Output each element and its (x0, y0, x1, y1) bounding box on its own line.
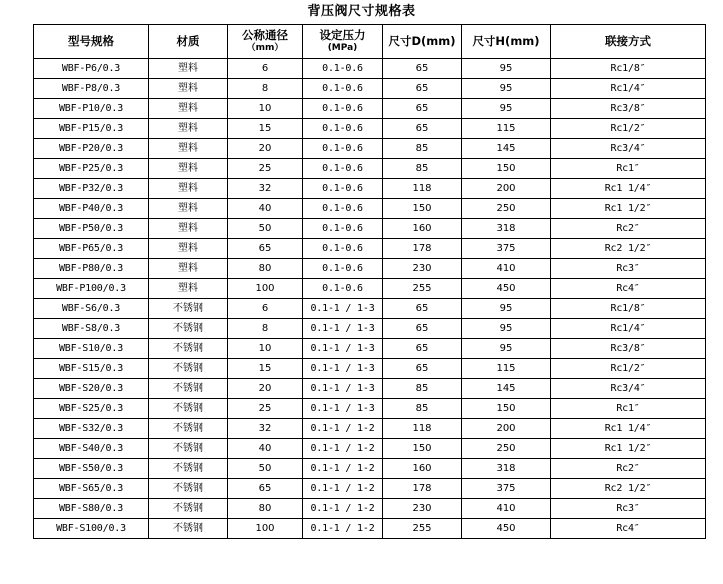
cell-dimension-d: 65 (383, 359, 462, 379)
cell-set-pressure: 0.1-1 / 1-3 (303, 339, 383, 359)
cell-dimension-h: 95 (462, 339, 551, 359)
cell-model: WBF-S32/0.3 (34, 419, 149, 439)
cell-model: WBF-P80/0.3 (34, 259, 149, 279)
cell-dimension-d: 65 (383, 59, 462, 79)
cell-connection: Rc2″ (551, 219, 706, 239)
cell-dimension-h: 410 (462, 259, 551, 279)
cell-material: 塑料 (149, 79, 228, 99)
cell-connection: Rc1 1/2″ (551, 199, 706, 219)
cell-set-pressure: 0.1-0.6 (303, 159, 383, 179)
cell-nominal-diameter: 65 (228, 479, 303, 499)
cell-dimension-d: 160 (383, 219, 462, 239)
cell-material: 不锈钢 (149, 519, 228, 539)
cell-material: 不锈钢 (149, 419, 228, 439)
cell-nominal-diameter: 50 (228, 459, 303, 479)
cell-material: 塑料 (149, 119, 228, 139)
table-row (34, 199, 706, 219)
cell-set-pressure: 0.1-1 / 1-3 (303, 379, 383, 399)
cell-model: WBF-P6/0.3 (34, 59, 149, 79)
cell-material: 不锈钢 (149, 499, 228, 519)
cell-set-pressure: 0.1-0.6 (303, 179, 383, 199)
header-set-pressure-line2: (MPa) (327, 42, 358, 53)
cell-connection: Rc2 1/2″ (551, 479, 706, 499)
table-row (34, 239, 706, 259)
cell-dimension-h: 95 (462, 99, 551, 119)
cell-dimension-h: 375 (462, 239, 551, 259)
table-body (34, 59, 706, 539)
cell-set-pressure: 0.1-1 / 1-3 (303, 319, 383, 339)
cell-nominal-diameter: 25 (228, 159, 303, 179)
cell-material: 塑料 (149, 239, 228, 259)
cell-nominal-diameter: 100 (228, 279, 303, 299)
table-row (34, 359, 706, 379)
cell-dimension-h: 145 (462, 379, 551, 399)
cell-dimension-d: 255 (383, 279, 462, 299)
cell-dimension-h: 318 (462, 219, 551, 239)
cell-connection: Rc4″ (551, 279, 706, 299)
cell-connection: Rc1/4″ (551, 79, 706, 99)
cell-set-pressure: 0.1-1 / 1-2 (303, 499, 383, 519)
cell-set-pressure: 0.1-0.6 (303, 139, 383, 159)
table-row (34, 499, 706, 519)
cell-nominal-diameter: 80 (228, 499, 303, 519)
cell-dimension-h: 250 (462, 439, 551, 459)
cell-material: 塑料 (149, 199, 228, 219)
cell-nominal-diameter: 32 (228, 179, 303, 199)
cell-dimension-h: 318 (462, 459, 551, 479)
table-row (34, 99, 706, 119)
cell-dimension-d: 118 (383, 179, 462, 199)
table-row (34, 519, 706, 539)
cell-material: 塑料 (149, 139, 228, 159)
cell-connection: Rc1 1/4″ (551, 179, 706, 199)
cell-dimension-h: 115 (462, 359, 551, 379)
cell-nominal-diameter: 6 (228, 299, 303, 319)
cell-nominal-diameter: 15 (228, 359, 303, 379)
cell-connection: Rc1/2″ (551, 119, 706, 139)
cell-dimension-d: 255 (383, 519, 462, 539)
cell-model: WBF-S25/0.3 (34, 399, 149, 419)
table-row (34, 459, 706, 479)
table-row (34, 59, 706, 79)
cell-dimension-h: 250 (462, 199, 551, 219)
cell-dimension-d: 85 (383, 159, 462, 179)
cell-connection: Rc3″ (551, 499, 706, 519)
cell-model: WBF-S15/0.3 (34, 359, 149, 379)
cell-set-pressure: 0.1-1 / 1-3 (303, 399, 383, 419)
page-title: 背压阀尺寸规格表 (307, 4, 416, 19)
cell-nominal-diameter: 10 (228, 339, 303, 359)
cell-nominal-diameter: 8 (228, 79, 303, 99)
table-row (34, 119, 706, 139)
cell-set-pressure: 0.1-1 / 1-3 (303, 299, 383, 319)
cell-set-pressure: 0.1-1 / 1-2 (303, 419, 383, 439)
cell-dimension-d: 65 (383, 119, 462, 139)
cell-set-pressure: 0.1-1 / 1-3 (303, 359, 383, 379)
table-row (34, 299, 706, 319)
cell-model: WBF-P25/0.3 (34, 159, 149, 179)
cell-connection: Rc1/8″ (551, 59, 706, 79)
cell-model: WBF-S10/0.3 (34, 339, 149, 359)
cell-model: WBF-P20/0.3 (34, 139, 149, 159)
cell-set-pressure: 0.1-0.6 (303, 279, 383, 299)
cell-set-pressure: 0.1-1 / 1-2 (303, 439, 383, 459)
cell-set-pressure: 0.1-0.6 (303, 219, 383, 239)
cell-material: 不锈钢 (149, 339, 228, 359)
cell-dimension-d: 65 (383, 99, 462, 119)
cell-connection: Rc3/8″ (551, 339, 706, 359)
cell-nominal-diameter: 20 (228, 139, 303, 159)
cell-nominal-diameter: 100 (228, 519, 303, 539)
cell-dimension-d: 65 (383, 319, 462, 339)
cell-connection: Rc1/8″ (551, 299, 706, 319)
cell-set-pressure: 0.1-0.6 (303, 199, 383, 219)
cell-set-pressure: 0.1-1 / 1-2 (303, 479, 383, 499)
cell-model: WBF-P10/0.3 (34, 99, 149, 119)
table-row (34, 319, 706, 339)
spec-table (33, 24, 706, 539)
cell-dimension-h: 200 (462, 419, 551, 439)
cell-nominal-diameter: 6 (228, 59, 303, 79)
cell-model: WBF-S40/0.3 (34, 439, 149, 459)
cell-model: WBF-P32/0.3 (34, 179, 149, 199)
cell-set-pressure: 0.1-0.6 (303, 59, 383, 79)
table-row (34, 159, 706, 179)
cell-model: WBF-S8/0.3 (34, 319, 149, 339)
cell-set-pressure: 0.1-1 / 1-2 (303, 519, 383, 539)
cell-dimension-d: 65 (383, 339, 462, 359)
cell-connection: Rc2″ (551, 459, 706, 479)
cell-set-pressure: 0.1-0.6 (303, 119, 383, 139)
table-row (34, 219, 706, 239)
cell-dimension-h: 145 (462, 139, 551, 159)
cell-model: WBF-S50/0.3 (34, 459, 149, 479)
cell-dimension-d: 230 (383, 499, 462, 519)
cell-dimension-d: 85 (383, 379, 462, 399)
cell-connection: Rc3″ (551, 259, 706, 279)
cell-dimension-d: 230 (383, 259, 462, 279)
table-row (34, 379, 706, 399)
cell-material: 不锈钢 (149, 359, 228, 379)
cell-dimension-h: 95 (462, 59, 551, 79)
cell-dimension-h: 450 (462, 279, 551, 299)
cell-dimension-h: 115 (462, 119, 551, 139)
cell-material: 不锈钢 (149, 299, 228, 319)
cell-set-pressure: 0.1-0.6 (303, 99, 383, 119)
cell-dimension-h: 375 (462, 479, 551, 499)
table-row (34, 479, 706, 499)
cell-nominal-diameter: 8 (228, 319, 303, 339)
cell-set-pressure: 0.1-1 / 1-2 (303, 459, 383, 479)
cell-nominal-diameter: 50 (228, 219, 303, 239)
cell-material: 塑料 (149, 259, 228, 279)
cell-connection: Rc1″ (551, 159, 706, 179)
cell-model: WBF-S6/0.3 (34, 299, 149, 319)
header-set-pressure-line1: 设定压力 (319, 27, 366, 42)
cell-material: 塑料 (149, 99, 228, 119)
header-model: 型号规格 (34, 25, 149, 59)
cell-model: WBF-P15/0.3 (34, 119, 149, 139)
cell-dimension-d: 65 (383, 299, 462, 319)
cell-material: 塑料 (149, 279, 228, 299)
cell-dimension-d: 65 (383, 79, 462, 99)
cell-connection: Rc1 1/4″ (551, 419, 706, 439)
header-nominal-diameter-line2: （mm） (246, 42, 284, 53)
cell-dimension-h: 450 (462, 519, 551, 539)
header-dimension-h: 尺寸H(mm) (462, 25, 551, 59)
header-connection: 联接方式 (551, 25, 706, 59)
cell-material: 塑料 (149, 159, 228, 179)
cell-connection: Rc1″ (551, 399, 706, 419)
table-row (34, 399, 706, 419)
cell-set-pressure: 0.1-0.6 (303, 79, 383, 99)
header-material: 材质 (149, 25, 228, 59)
cell-model: WBF-P100/0.3 (34, 279, 149, 299)
cell-dimension-d: 85 (383, 399, 462, 419)
table-row (34, 279, 706, 299)
cell-nominal-diameter: 80 (228, 259, 303, 279)
cell-model: WBF-S80/0.3 (34, 499, 149, 519)
cell-dimension-h: 150 (462, 399, 551, 419)
cell-connection: Rc3/4″ (551, 139, 706, 159)
cell-nominal-diameter: 65 (228, 239, 303, 259)
cell-model: WBF-P8/0.3 (34, 79, 149, 99)
cell-connection: Rc2 1/2″ (551, 239, 706, 259)
cell-dimension-d: 118 (383, 419, 462, 439)
header-row (34, 25, 706, 59)
table-row (34, 339, 706, 359)
cell-set-pressure: 0.1-0.6 (303, 259, 383, 279)
cell-connection: Rc1/4″ (551, 319, 706, 339)
cell-model: WBF-P40/0.3 (34, 199, 149, 219)
cell-material: 塑料 (149, 219, 228, 239)
cell-connection: Rc3/8″ (551, 99, 706, 119)
cell-model: WBF-S20/0.3 (34, 379, 149, 399)
cell-dimension-d: 178 (383, 239, 462, 259)
table-row (34, 259, 706, 279)
header-set-pressure (303, 25, 383, 59)
cell-dimension-d: 85 (383, 139, 462, 159)
cell-connection: Rc3/4″ (551, 379, 706, 399)
cell-dimension-d: 178 (383, 479, 462, 499)
cell-nominal-diameter: 40 (228, 199, 303, 219)
cell-connection: Rc4″ (551, 519, 706, 539)
cell-dimension-d: 160 (383, 459, 462, 479)
cell-model: WBF-S100/0.3 (34, 519, 149, 539)
cell-dimension-h: 150 (462, 159, 551, 179)
cell-dimension-h: 95 (462, 319, 551, 339)
table-row (34, 139, 706, 159)
cell-material: 不锈钢 (149, 319, 228, 339)
cell-material: 不锈钢 (149, 459, 228, 479)
cell-nominal-diameter: 10 (228, 99, 303, 119)
cell-model: WBF-P65/0.3 (34, 239, 149, 259)
cell-material: 塑料 (149, 179, 228, 199)
cell-dimension-d: 150 (383, 199, 462, 219)
table-row (34, 79, 706, 99)
cell-dimension-h: 410 (462, 499, 551, 519)
table-row (34, 179, 706, 199)
cell-connection: Rc1 1/2″ (551, 439, 706, 459)
cell-nominal-diameter: 15 (228, 119, 303, 139)
header-nominal-diameter-line1: 公称通径 (242, 27, 288, 42)
cell-nominal-diameter: 32 (228, 419, 303, 439)
table-row (34, 419, 706, 439)
header-nominal-diameter (228, 25, 303, 59)
cell-nominal-diameter: 20 (228, 379, 303, 399)
cell-material: 不锈钢 (149, 439, 228, 459)
cell-dimension-h: 95 (462, 299, 551, 319)
cell-dimension-h: 200 (462, 179, 551, 199)
cell-connection: Rc1/2″ (551, 359, 706, 379)
header-dimension-d: 尺寸D(mm) (383, 25, 462, 59)
cell-dimension-d: 150 (383, 439, 462, 459)
cell-model: WBF-S65/0.3 (34, 479, 149, 499)
cell-model: WBF-P50/0.3 (34, 219, 149, 239)
table-row (34, 439, 706, 459)
cell-material: 塑料 (149, 59, 228, 79)
cell-set-pressure: 0.1-0.6 (303, 239, 383, 259)
cell-material: 不锈钢 (149, 479, 228, 499)
cell-material: 不锈钢 (149, 399, 228, 419)
cell-material: 不锈钢 (149, 379, 228, 399)
cell-nominal-diameter: 25 (228, 399, 303, 419)
cell-nominal-diameter: 40 (228, 439, 303, 459)
cell-dimension-h: 95 (462, 79, 551, 99)
